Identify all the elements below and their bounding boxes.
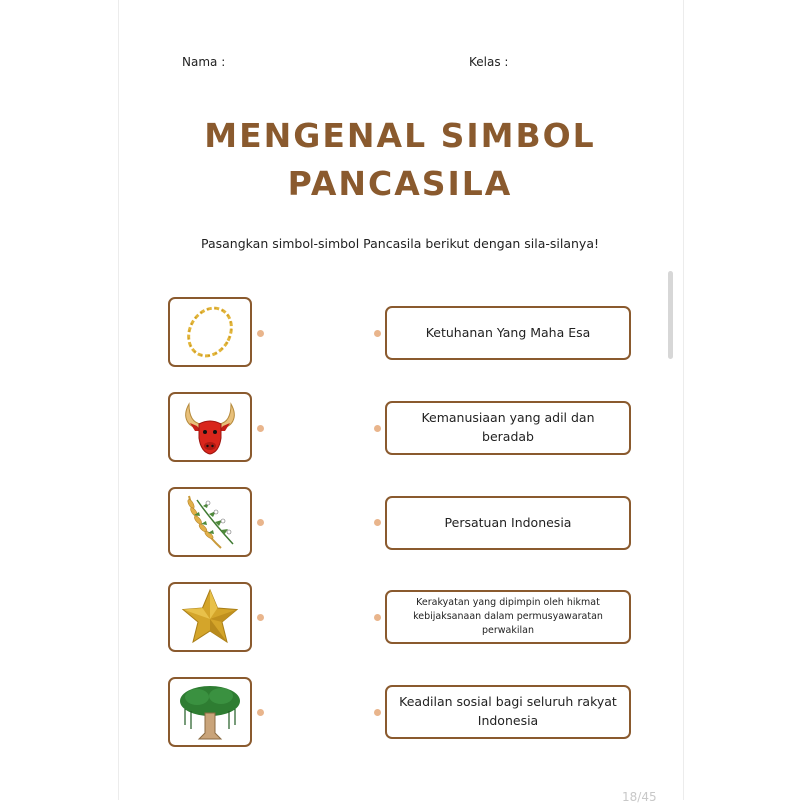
sila-box-1: [385, 306, 631, 360]
instruction-text: Pasangkan simbol-simbol Pancasila berikut dengan sila-silanya!: [200, 236, 599, 251]
sila-connector-dot[interactable]: [374, 709, 381, 716]
sila-connector-dot[interactable]: [374, 614, 381, 621]
bull-head-icon: [175, 396, 245, 458]
symbol-box-bull: [168, 392, 252, 462]
sila-text: Kemanusiaan yang adil dan beradab: [421, 410, 595, 444]
class-field-label: Kelas :: [469, 55, 509, 69]
sila-text: Kerakyatan yang dipimpin oleh hikmat kebijaksanaan dalam permusyawaratan perwakilan: [413, 597, 603, 636]
star-icon: [175, 586, 245, 648]
sila-box-2: [385, 401, 631, 455]
sila-connector-dot[interactable]: [374, 425, 381, 432]
name-field-label: Nama :: [182, 55, 226, 69]
page-title-line-1: MENGENAL SIMBOL: [204, 116, 596, 155]
symbol-box-banyan: [168, 677, 252, 747]
page-title-line-2: PANCASILA: [287, 164, 513, 203]
sila-box-5: [385, 685, 631, 739]
symbol-box-rice-cotton: [168, 487, 252, 557]
symbol-connector-dot[interactable]: [257, 425, 264, 432]
sila-text: Persatuan Indonesia: [444, 514, 572, 530]
sila-text: Ketuhanan Yang Maha Esa: [425, 324, 591, 340]
sila-connector-dot[interactable]: [374, 519, 381, 526]
scrollbar-thumb[interactable]: [668, 271, 673, 359]
page-indicator: 18/45: [622, 790, 657, 804]
sila-connector-dot[interactable]: [374, 330, 381, 337]
rice-cotton-icon: [175, 490, 245, 554]
sila-box-3: [385, 496, 631, 550]
symbol-connector-dot[interactable]: [257, 519, 264, 526]
sila-box-4: [385, 590, 631, 644]
symbol-connector-dot[interactable]: [257, 614, 264, 621]
chain-icon: [175, 301, 245, 363]
symbol-connector-dot[interactable]: [257, 709, 264, 716]
sila-text: Keadilan sosial bagi seluruh rakyat Indonesia: [399, 694, 617, 728]
symbol-box-star: [168, 582, 252, 652]
symbol-box-chain: [168, 297, 252, 367]
symbol-connector-dot[interactable]: [257, 330, 264, 337]
banyan-tree-icon: [175, 681, 245, 743]
